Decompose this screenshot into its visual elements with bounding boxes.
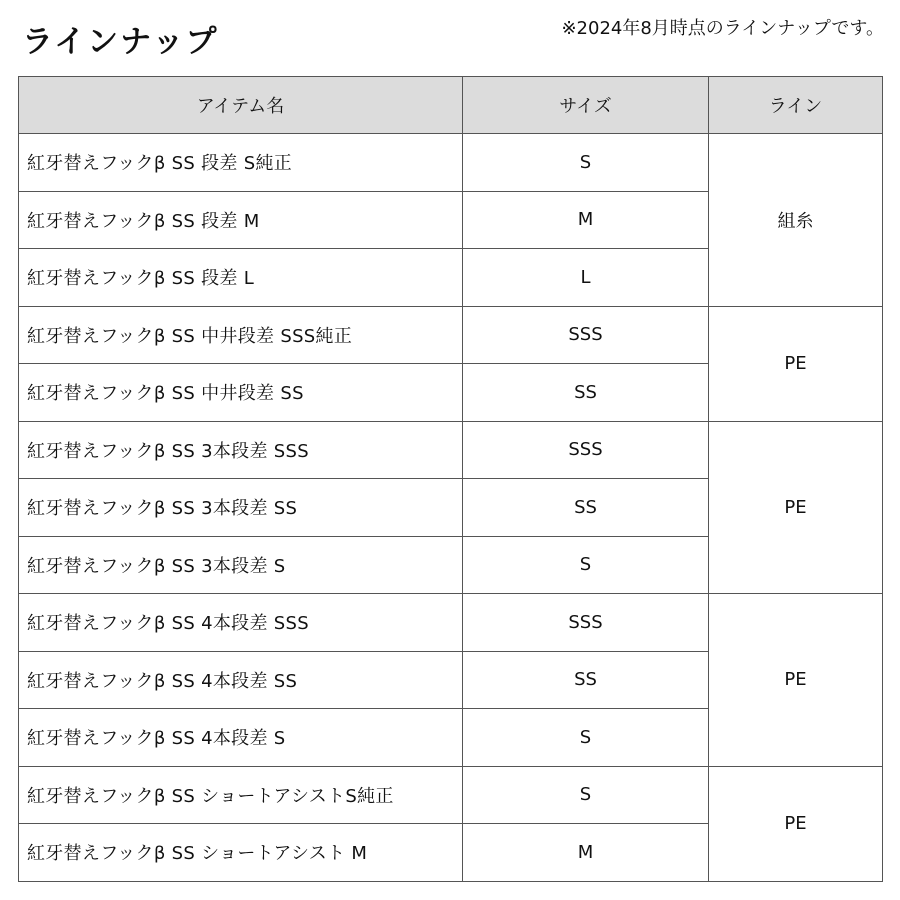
column-header-size: サイズ	[463, 77, 709, 134]
line-cell: PE	[709, 306, 883, 421]
size-cell: S	[463, 766, 709, 824]
line-cell: 組糸	[709, 134, 883, 307]
item-name-cell: 紅牙替えフックβ SS 3本段差 SS	[19, 479, 463, 537]
page-title: ラインナップ	[22, 24, 219, 60]
table-row	[19, 594, 883, 652]
size-cell: SSS	[463, 594, 709, 652]
size-cell: S	[463, 709, 709, 767]
item-name-cell: 紅牙替えフックβ SS 段差 S純正	[19, 134, 463, 192]
size-cell: SS	[463, 651, 709, 709]
table-row	[19, 421, 883, 479]
line-cell: PE	[709, 766, 883, 881]
size-cell: SS	[463, 479, 709, 537]
item-name-cell: 紅牙替えフックβ SS ショートアシスト M	[19, 824, 463, 882]
item-name-cell: 紅牙替えフックβ SS 3本段差 S	[19, 536, 463, 594]
table-row	[19, 306, 883, 364]
item-name-cell: 紅牙替えフックβ SS 中井段差 SS	[19, 364, 463, 422]
item-name-cell: 紅牙替えフックβ SS 3本段差 SSS	[19, 421, 463, 479]
item-name-cell: 紅牙替えフックβ SS 4本段差 S	[19, 709, 463, 767]
item-name-cell: 紅牙替えフックβ SS 4本段差 SS	[19, 651, 463, 709]
item-name-cell: 紅牙替えフックβ SS ショートアシストS純正	[19, 766, 463, 824]
size-cell: L	[463, 249, 709, 307]
lineup-table	[18, 76, 883, 882]
column-header-item-name: アイテム名	[19, 77, 463, 134]
item-name-cell: 紅牙替えフックβ SS 段差 M	[19, 191, 463, 249]
line-cell: PE	[709, 421, 883, 594]
lineup-date-note: ※2024年8月時点のラインナップです。	[561, 18, 884, 39]
size-cell: SS	[463, 364, 709, 422]
item-name-cell: 紅牙替えフックβ SS 段差 L	[19, 249, 463, 307]
line-cell: PE	[709, 594, 883, 767]
size-cell: S	[463, 536, 709, 594]
table-row	[19, 766, 883, 824]
size-cell: S	[463, 134, 709, 192]
size-cell: SSS	[463, 421, 709, 479]
item-name-cell: 紅牙替えフックβ SS 中井段差 SSS純正	[19, 306, 463, 364]
table-row	[19, 134, 883, 192]
item-name-cell: 紅牙替えフックβ SS 4本段差 SSS	[19, 594, 463, 652]
column-header-line: ライン	[709, 77, 883, 134]
table-header-row	[19, 77, 883, 134]
size-cell: M	[463, 824, 709, 882]
size-cell: M	[463, 191, 709, 249]
size-cell: SSS	[463, 306, 709, 364]
